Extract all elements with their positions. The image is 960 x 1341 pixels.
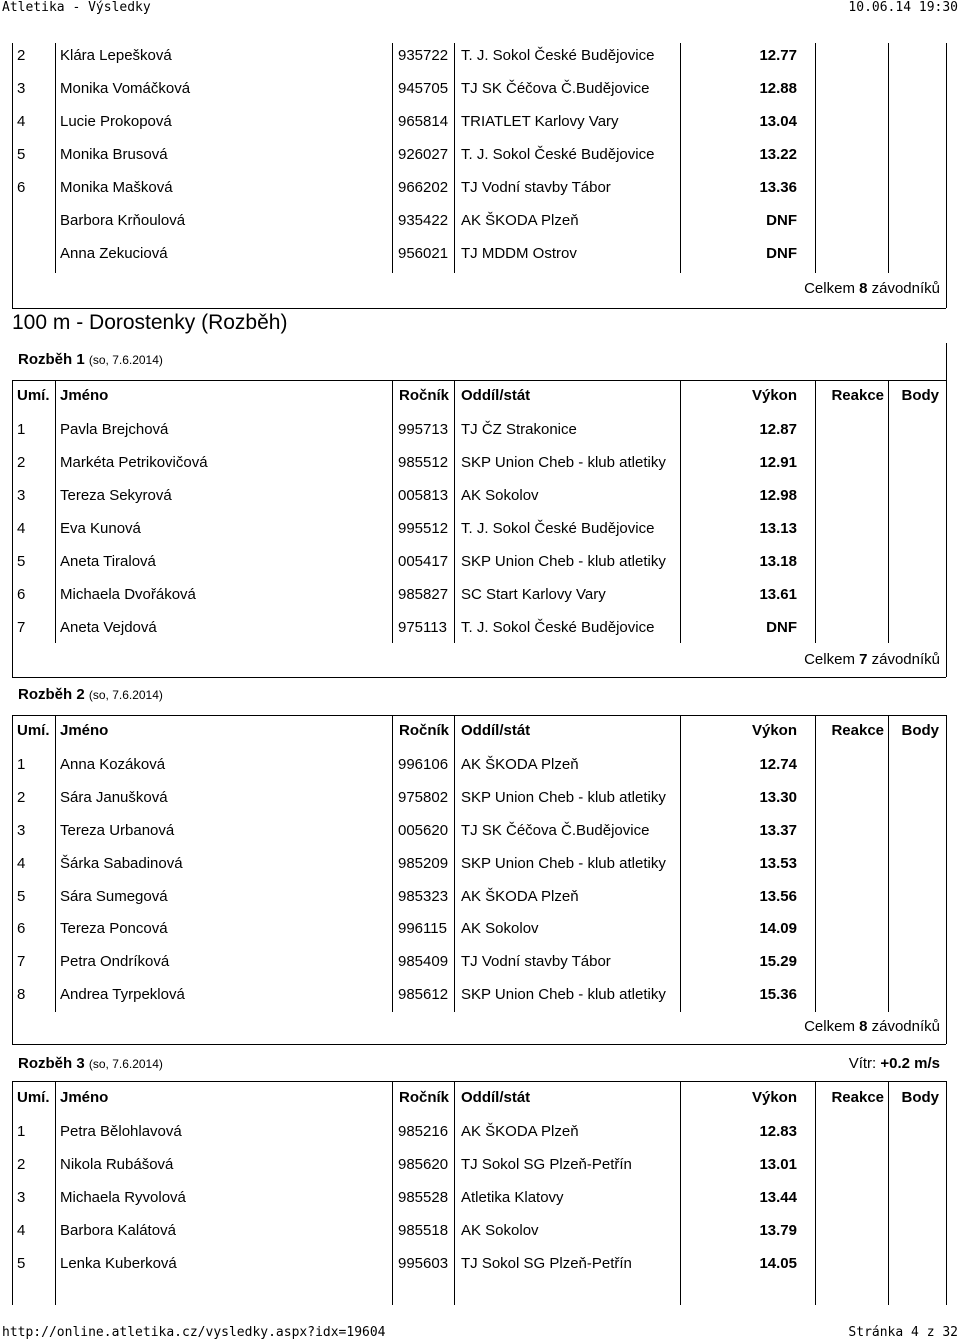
birth-year: 995512 [398,520,449,537]
club-name: TJ MDDM Ostrov [461,245,577,262]
place-cell: 4 [17,113,26,130]
result-value: DNF [766,212,797,229]
result-value: 13.37 [759,822,797,839]
grid-line [815,715,816,1012]
col-header-place: Umí. [17,387,50,404]
club-name: TJ Vodní stavby Tábor [461,953,611,970]
grid-line [680,1081,681,1305]
page-header-title: Atletika - Výsledky [2,0,151,15]
birth-year: 005813 [398,487,449,504]
place-cell: 2 [17,454,26,471]
col-header-year: Ročník [398,387,449,404]
place-cell: 3 [17,80,26,97]
wind-label: Vítr: [848,1055,881,1072]
place-cell: 4 [17,520,26,537]
birth-year: 926027 [398,146,449,163]
grid-line [454,43,455,273]
place-cell: 3 [17,1189,26,1206]
total-suffix: závodníků [867,280,940,297]
athlete-name: Lenka Kuberková [60,1255,177,1272]
grid-line [12,715,13,1012]
grid-line [12,1081,13,1305]
club-name: AK ŠKODA Plzeň [461,1123,579,1140]
col-header-points: Body [901,722,939,739]
place-cell: 5 [17,888,26,905]
club-name: TJ SK Čéčova Č.Budějovice [461,80,650,97]
grid-line [55,43,56,273]
birth-year: 985827 [398,586,449,603]
result-value: 14.09 [759,920,797,937]
athlete-name: Barbora Kalátová [60,1222,176,1239]
club-name: SKP Union Cheb - klub atletiky [461,553,666,570]
athlete-name: Aneta Vejdová [60,619,157,636]
col-header-reaction: Reakce [831,387,884,404]
col-header-points: Body [901,1089,939,1106]
heat-number: 2 [76,686,85,703]
place-cell: 2 [17,47,26,64]
birth-year: 985512 [398,454,449,471]
club-name: AK ŠKODA Plzeň [461,756,579,773]
athlete-name: Andrea Tyrpeklová [60,986,185,1003]
grid-line [55,715,56,1012]
grid-line [454,1081,455,1305]
athlete-name: Pavla Brejchová [60,421,169,438]
birth-year: 935422 [398,212,449,229]
grid-line [946,380,947,643]
birth-year: 956021 [398,245,449,262]
result-value: 13.56 [759,888,797,905]
grid-line [946,643,947,677]
birth-year: 965814 [398,113,449,130]
grid-line [392,715,393,1012]
place-cell: 4 [17,855,26,872]
grid-line [55,380,56,643]
total-suffix: závodníků [867,1018,940,1035]
col-header-result: Výkon [751,1089,797,1106]
athlete-name: Markéta Petrikovičová [60,454,208,471]
birth-year: 985612 [398,986,449,1003]
grid-line [946,715,947,1012]
athlete-name: Sára Sumegová [60,888,168,905]
result-value: 13.44 [759,1189,797,1206]
club-name: T. J. Sokol České Budějovice [461,520,655,537]
grid-line [815,380,816,643]
result-value: 13.04 [759,113,797,130]
total-count [804,651,940,669]
grid-line [888,43,889,273]
total-count [804,1018,940,1036]
place-cell: 1 [17,1123,26,1140]
club-name: T. J. Sokol České Budějovice [461,146,655,163]
place-cell: 8 [17,986,26,1003]
footer-page-number: Stránka 4 z 32 [848,1325,958,1340]
place-cell: 5 [17,553,26,570]
club-name: SC Start Karlovy Vary [461,586,606,603]
place-cell: 2 [17,789,26,806]
result-value: 15.36 [759,986,797,1003]
grid-line [392,380,393,643]
result-value: DNF [766,619,797,636]
total-number: 8 [859,1018,868,1035]
club-name: T. J. Sokol České Budějovice [461,619,655,636]
grid-line [12,643,13,677]
grid-line [946,273,947,308]
birth-year: 945705 [398,80,449,97]
total-count [804,280,940,298]
birth-year: 995603 [398,1255,449,1272]
result-value: 13.22 [759,146,797,163]
result-value: 12.74 [759,756,797,773]
athlete-name: Michaela Ryvolová [60,1189,186,1206]
athlete-name: Lucie Prokopová [60,113,172,130]
athlete-name: Monika Brusová [60,146,168,163]
total-number: 7 [859,651,868,668]
grid-line [392,43,393,273]
grid-line [12,677,946,678]
total-suffix: závodníků [867,651,940,668]
birth-year: 985216 [398,1123,449,1140]
athlete-name: Eva Kunová [60,520,141,537]
total-prefix: Celkem [804,280,860,297]
col-header-club: Oddíl/stát [461,722,531,739]
grid-line [888,1081,889,1305]
birth-year: 985323 [398,888,449,905]
page-header-timestamp: 10.06.14 19:30 [848,0,958,15]
club-name: SKP Union Cheb - klub atletiky [461,789,666,806]
col-header-year: Ročník [398,1089,449,1106]
heat-label-text: Rozběh [18,351,73,368]
wind-value: +0.2 m/s [880,1055,940,1072]
athlete-name: Monika Vomáčková [60,80,191,97]
athlete-name: Michaela Dvořáková [60,586,196,603]
result-value: DNF [766,245,797,262]
col-header-club: Oddíl/stát [461,387,531,404]
result-value: 13.36 [759,179,797,196]
grid-line [680,380,681,643]
athlete-name: Anna Zekuciová [60,245,168,262]
total-number: 8 [859,280,868,297]
birth-year: 985518 [398,1222,449,1239]
grid-line [12,1044,946,1045]
athlete-name: Monika Mašková [60,179,173,196]
club-name: AK Sokolov [461,1222,539,1239]
athlete-name: Nikola Rubášová [60,1156,174,1173]
col-header-points: Body [901,387,939,404]
place-cell: 2 [17,1156,26,1173]
result-value: 12.98 [759,487,797,504]
birth-year: 005417 [398,553,449,570]
club-name: TJ Sokol SG Plzeň-Petřín [461,1255,632,1272]
birth-year: 005620 [398,822,449,839]
place-cell: 1 [17,421,26,438]
club-name: AK ŠKODA Plzeň [461,212,579,229]
club-name: SKP Union Cheb - klub atletiky [461,855,666,872]
heat-number: 3 [76,1055,85,1072]
club-name: TJ ČZ Strakonice [461,421,577,438]
place-cell: 4 [17,1222,26,1239]
result-value: 12.77 [759,47,797,64]
birth-year: 935722 [398,47,449,64]
athlete-name: Petra Ondríková [60,953,170,970]
grid-line [12,43,13,273]
col-header-reaction: Reakce [831,1089,884,1106]
athlete-name: Tereza Urbanová [60,822,175,839]
grid-line [454,715,455,1012]
col-header-name: Jméno [60,1089,109,1106]
grid-line [888,380,889,643]
result-value: 14.05 [759,1255,797,1272]
grid-line [12,380,946,381]
col-header-name: Jméno [60,722,109,739]
col-header-name: Jméno [60,387,109,404]
footer-url-link[interactable]: http://online.atletika.cz/vysledky.aspx?idx=19604 [2,1325,386,1340]
club-name: SKP Union Cheb - klub atletiky [461,454,666,471]
grid-line [946,1012,947,1044]
grid-line [815,43,816,273]
grid-line [12,1081,946,1082]
birth-year: 995713 [398,421,449,438]
grid-line [946,1081,947,1305]
heat-number: 1 [76,351,85,368]
heat-label [18,351,163,369]
place-cell: 3 [17,487,26,504]
place-cell: 6 [17,920,26,937]
athlete-name: Aneta Tiralová [60,553,156,570]
result-value: 13.53 [759,855,797,872]
club-name: TRIATLET Karlovy Vary [461,113,619,130]
result-value: 12.83 [759,1123,797,1140]
heat-label-text: Rozběh [18,1055,73,1072]
grid-line [454,380,455,643]
wind-info [849,1055,940,1073]
total-prefix: Celkem [804,1018,860,1035]
place-cell: 6 [17,179,26,196]
birth-year: 985409 [398,953,449,970]
event-title: 100 m - Dorostenky (Rozběh) [12,311,288,334]
grid-line [680,43,681,273]
col-header-result: Výkon [751,722,797,739]
athlete-name: Anna Kozáková [60,756,166,773]
grid-line [12,308,946,309]
club-name: AK Sokolov [461,920,539,937]
grid-line [392,1081,393,1305]
col-header-result: Výkon [751,387,797,404]
col-header-club: Oddíl/stát [461,1089,531,1106]
birth-year: 975113 [398,619,447,636]
place-cell: 3 [17,822,26,839]
place-cell: 5 [17,1255,26,1272]
heat-date: (so, 7.6.2014) [88,353,163,367]
result-value: 12.91 [759,454,797,471]
club-name: SKP Union Cheb - klub atletiky [461,986,666,1003]
result-value: 13.01 [759,1156,797,1173]
athlete-name: Sára Janušková [60,789,168,806]
place-cell: 7 [17,619,26,636]
heat-label [18,1055,163,1073]
club-name: AK Sokolov [461,487,539,504]
grid-line [12,273,13,308]
grid-line [815,1081,816,1305]
grid-line [888,715,889,1012]
result-value: 15.29 [759,953,797,970]
result-value: 13.30 [759,789,797,806]
birth-year: 966202 [398,179,449,196]
birth-year: 985209 [398,855,449,872]
birth-year: 996106 [398,756,449,773]
col-header-reaction: Reakce [831,722,884,739]
club-name: TJ Vodní stavby Tábor [461,179,611,196]
total-prefix: Celkem [804,651,860,668]
club-name: TJ SK Čéčova Č.Budějovice [461,822,650,839]
col-header-year: Ročník [398,722,449,739]
heat-date: (so, 7.6.2014) [88,688,163,702]
result-value: 12.88 [759,80,797,97]
grid-line [12,715,946,716]
athlete-name: Barbora Krňoulová [60,212,186,229]
heat-date: (so, 7.6.2014) [88,1057,163,1071]
club-name: AK ŠKODA Plzeň [461,888,579,905]
birth-year: 985620 [398,1156,449,1173]
birth-year: 996115 [398,920,447,937]
place-cell: 7 [17,953,26,970]
grid-line [946,343,947,380]
result-value: 13.13 [759,520,797,537]
birth-year: 975802 [398,789,449,806]
col-header-place: Umí. [17,1089,50,1106]
grid-line [12,1012,13,1044]
grid-line [12,380,13,643]
club-name: Atletika Klatovy [461,1189,564,1206]
result-value: 13.61 [759,586,797,603]
grid-line [680,715,681,1012]
place-cell: 6 [17,586,26,603]
col-header-place: Umí. [17,722,50,739]
birth-year: 985528 [398,1189,449,1206]
athlete-name: Tereza Sekyrová [60,487,172,504]
athlete-name: Klára Lepešková [60,47,172,64]
athlete-name: Petra Bělohlavová [60,1123,182,1140]
club-name: TJ Sokol SG Plzeň-Petřín [461,1156,632,1173]
heat-label [18,686,163,704]
result-value: 13.79 [759,1222,797,1239]
club-name: T. J. Sokol České Budějovice [461,47,655,64]
place-cell: 5 [17,146,26,163]
athlete-name: Šárka Sabadinová [60,855,183,872]
place-cell: 1 [17,756,26,773]
result-value: 12.87 [759,421,797,438]
athlete-name: Tereza Poncová [60,920,168,937]
heat-label-text: Rozběh [18,686,73,703]
result-value: 13.18 [759,553,797,570]
grid-line [55,1081,56,1305]
grid-line [946,43,947,273]
